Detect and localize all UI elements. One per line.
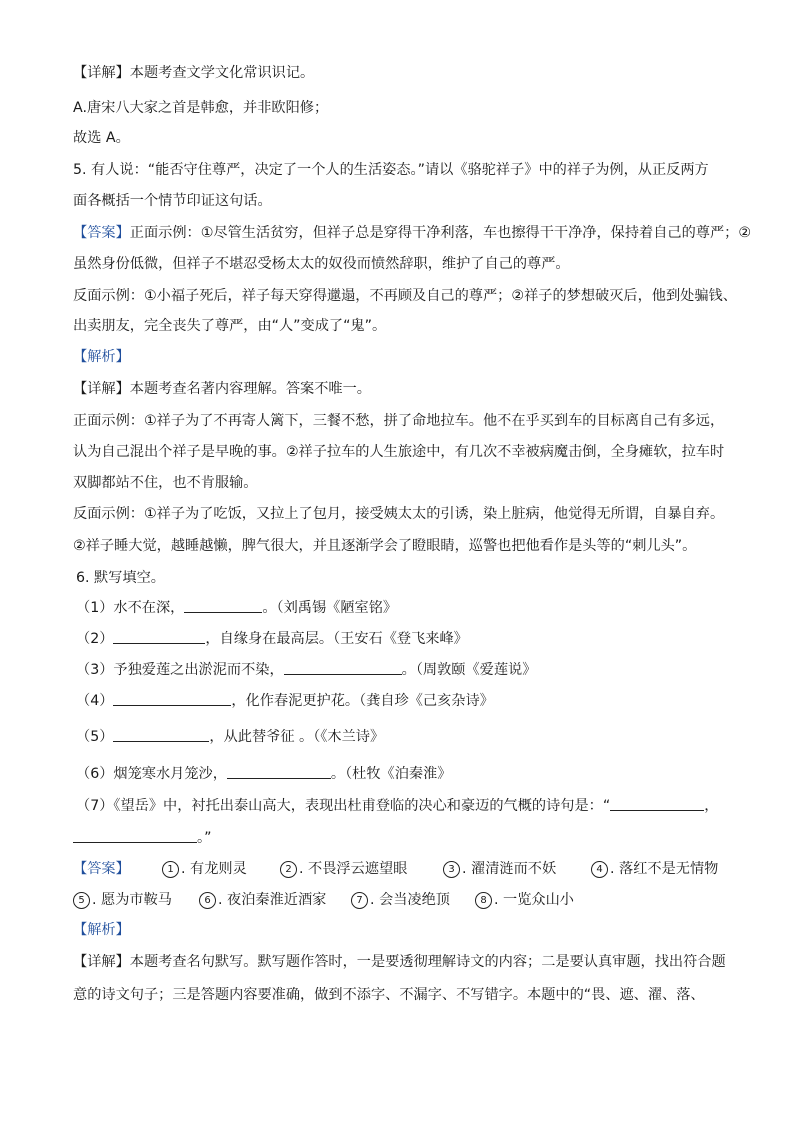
answer-item bbox=[199, 890, 326, 910]
text-line: 意的诗文句子；三是答题内容要准确，做到不添字、不漏字、不写错字。本题中的“畏、遮、濯、落、 bbox=[73, 987, 705, 1003]
answer-item-text: . 濯清涟而不妖 bbox=[462, 861, 557, 877]
analysis-tag: 【解析】 bbox=[73, 922, 130, 938]
answer-tag: 【答案】 bbox=[73, 861, 130, 877]
answer-item-text: . 会当凌绝顶 bbox=[370, 892, 450, 908]
circled-number: 3 bbox=[443, 861, 460, 878]
answer-line: 反面示例：①小福子死后，祥子每天穿得邋遢，不再顾及自己的尊严；②祥子的梦想破灭后，他到处骗钱、 bbox=[73, 288, 737, 304]
fill-text: （7）《望岳》中，衬托出泰山高大，表现出杜甫登临的决心和豪迈的气概的诗句是：“ bbox=[76, 798, 611, 814]
analysis-heading bbox=[73, 920, 753, 940]
detail-tag: 【详解】 bbox=[73, 954, 130, 970]
detail-text: 本题考查文学文化常识识记。 bbox=[129, 65, 315, 81]
fill-text: 。” bbox=[197, 830, 212, 846]
text-line: ②祥子睡大觉，越睡越懒，脾气很大，并且逐渐学会了瞪眼睛，巡警也把他看作是头等的“刺儿头”。 bbox=[73, 538, 697, 554]
answer-item-text: . 愿为市鞍马 bbox=[92, 892, 172, 908]
answer-tag: 【答案】 bbox=[73, 225, 130, 241]
fill-item-6 bbox=[76, 764, 756, 784]
fill-text: （6）烟笼寒水月笼沙， bbox=[76, 766, 227, 782]
answer-item bbox=[73, 890, 172, 910]
answer-item bbox=[443, 859, 556, 879]
question-6-title: 6. 默写填空。 bbox=[76, 570, 165, 586]
fill-blank bbox=[184, 598, 262, 613]
fill-item-4 bbox=[76, 691, 756, 711]
answer-row-1 bbox=[73, 859, 753, 879]
question-5-line: 5. 有人说：“能否守住尊严，决定了一个人的生活姿态。”请以《骆驼祥子》中的祥子为例，从正反两方 bbox=[73, 162, 709, 178]
detail-text: 本题考查名句默写。默写题作答时，一是要透彻理解诗文的内容；二是要认真审题，找出符合题 bbox=[129, 954, 726, 970]
fill-blank bbox=[610, 796, 704, 811]
circled-number: 4 bbox=[591, 861, 608, 878]
fill-text: ，从此替爷征 。（《木兰诗》 bbox=[209, 729, 385, 745]
fill-item-7 bbox=[76, 796, 756, 816]
fill-text: ， bbox=[704, 798, 719, 814]
answer-item-text: . 一览众山小 bbox=[494, 892, 574, 908]
fill-text: （1）水不在深， bbox=[76, 600, 185, 616]
circled-number: 5 bbox=[73, 892, 90, 909]
fill-text: ，化作春泥更护花。（龚自珍《己亥杂诗》 bbox=[231, 693, 494, 709]
answer-item bbox=[351, 890, 450, 910]
answer-line bbox=[73, 223, 753, 243]
answer-item-text: . 不畏浮云遮望眼 bbox=[299, 861, 408, 877]
text-line: A.唐宋八大家之首是韩愈，并非欧阳修； bbox=[73, 100, 329, 116]
fill-item-2 bbox=[76, 629, 756, 649]
fill-text: （3）予独爱莲之出淤泥而不染， bbox=[76, 662, 284, 678]
answer-line: 出卖朋友，完全丧失了尊严，由“人”变成了“鬼”。 bbox=[73, 318, 387, 334]
detail-line bbox=[73, 952, 753, 972]
text-line: 反面示例：①祥子为了吃饭，又拉上了包月，接受姨太太的引诱，染上脏病，他觉得无所谓，自暴自弃。 bbox=[73, 506, 725, 522]
fill-text: ，自缘身在最高层。（王安石《登飞来峰》 bbox=[205, 631, 468, 647]
answer-item-text: . 落红不是无情物 bbox=[610, 861, 719, 877]
fill-blank bbox=[227, 764, 331, 779]
text-line: 正面示例：①祥子为了不再寄人篱下，三餐不愁，拼了命地拉车。他不在乎买到车的目标离自己有多远， bbox=[73, 413, 725, 429]
fill-blank bbox=[113, 629, 205, 644]
detail-line bbox=[73, 63, 753, 83]
answer-item-text: . 有龙则灵 bbox=[181, 861, 247, 877]
circled-number: 8 bbox=[475, 892, 492, 909]
circled-number: 7 bbox=[351, 892, 368, 909]
analysis-tag: 【解析】 bbox=[73, 349, 130, 365]
text-line: 故选 A。 bbox=[73, 130, 130, 146]
fill-text: （4） bbox=[76, 693, 114, 709]
answer-item bbox=[475, 890, 574, 910]
fill-text: 。（杜牧《泊秦淮》 bbox=[330, 766, 452, 782]
detail-line bbox=[73, 379, 753, 399]
fill-text: （5） bbox=[76, 729, 114, 745]
circled-number: 6 bbox=[199, 892, 216, 909]
fill-text: 。（刘禹锡《陋室铭》 bbox=[262, 600, 398, 616]
answer-item-text: . 夜泊秦淮近酒家 bbox=[218, 892, 327, 908]
text-line: 双脚都站不住，也不肯服输。 bbox=[73, 475, 258, 491]
answer-line: 虽然身份低微，但祥子不堪忍受杨太太的奴役而愤然辞职，维护了自己的尊严。 bbox=[73, 256, 570, 272]
fill-item-3 bbox=[76, 660, 756, 680]
answer-text: 正面示例：①尽管生活贫穷，但祥子总是穿得干净利落，车也擦得干干净净，保持着自己的尊严；② bbox=[129, 225, 752, 241]
fill-item-5 bbox=[76, 727, 756, 747]
answer-item bbox=[591, 859, 718, 879]
fill-blank bbox=[113, 727, 209, 742]
fill-text: 。（周敦颐《爱莲说》 bbox=[401, 662, 537, 678]
circled-number: 1 bbox=[162, 861, 179, 878]
fill-item-1 bbox=[76, 598, 756, 618]
fill-blank bbox=[113, 691, 231, 706]
text-line: 认为自己混出个祥子是早晚的事。②祥子拉车的人生旅途中，有几次不幸被病魔击倒，全身瘫软，拉车时 bbox=[73, 444, 725, 460]
answer-item bbox=[280, 859, 407, 879]
detail-text: 本题考查名著内容理解。答案不唯一。 bbox=[129, 381, 371, 397]
fill-item-7-continued bbox=[73, 828, 753, 848]
fill-text: （2） bbox=[76, 631, 114, 647]
detail-tag: 【详解】 bbox=[73, 381, 130, 397]
detail-tag: 【详解】 bbox=[73, 65, 130, 81]
circled-number: 2 bbox=[280, 861, 297, 878]
fill-blank bbox=[284, 660, 402, 675]
answer-item bbox=[162, 859, 247, 879]
question-5-line: 面各概括一个情节印证这句话。 bbox=[73, 193, 272, 209]
fill-blank bbox=[73, 828, 197, 843]
analysis-heading bbox=[73, 347, 753, 367]
